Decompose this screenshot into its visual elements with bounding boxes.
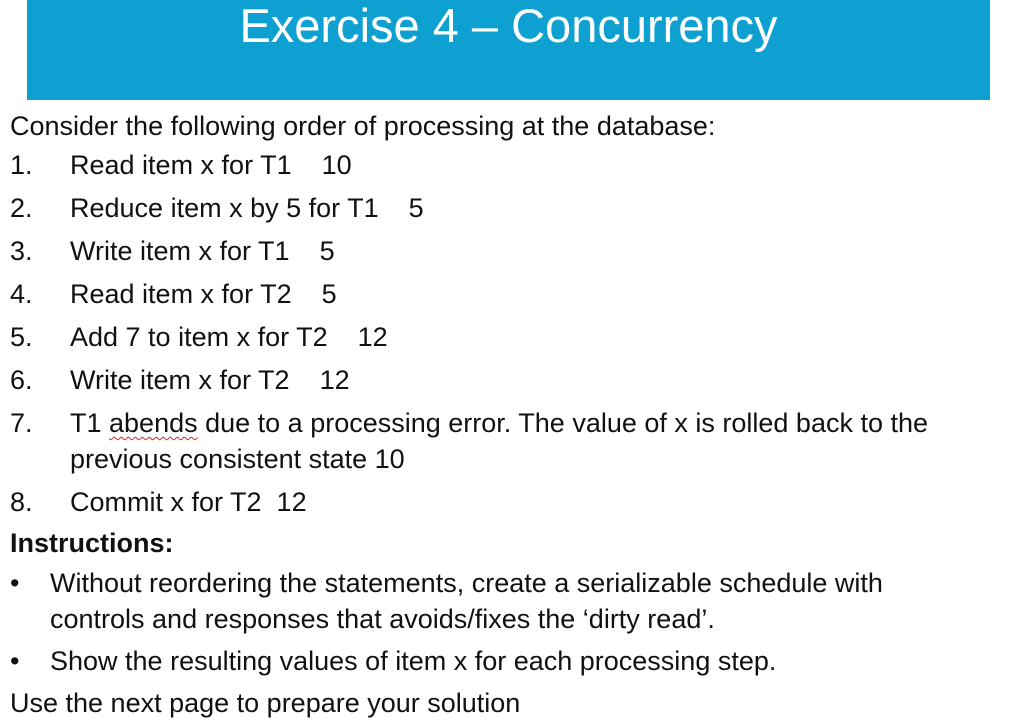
title-banner [27, 0, 990, 100]
list-item [10, 233, 1020, 269]
step-value: 12 [276, 487, 307, 517]
spellcheck-word: abends [109, 408, 198, 438]
step-number: 4. [10, 279, 33, 309]
slide-body [10, 108, 1020, 721]
step-number: 3. [10, 236, 33, 266]
step-number: 1. [10, 150, 33, 180]
step-text-continuation: previous consistent state 10 [70, 444, 405, 474]
intro-text: Consider the following order of processing at the database: [10, 111, 716, 141]
step-text: Add 7 to item x for T2 [70, 322, 328, 352]
list-item [10, 565, 1020, 637]
list-item [10, 484, 1020, 520]
processing-steps-list [10, 147, 1020, 520]
bullet-icon: • [10, 568, 20, 598]
step-text-start: T1 [70, 408, 110, 438]
step-text: Read item x for T1 [70, 150, 292, 180]
step-number: 5. [10, 322, 33, 352]
step-text: Commit x for T2 [70, 487, 262, 517]
step-value: 5 [321, 279, 337, 309]
instructions-list [10, 565, 1020, 679]
list-item [10, 319, 1020, 355]
step-text: Read item x for T2 [70, 279, 292, 309]
step-text: Write item x for T2 [70, 365, 290, 395]
step-number: 8. [10, 487, 33, 517]
instruction-line: Without reordering the statements, create a serializable schedule with [50, 568, 883, 598]
instruction-line: controls and responses that avoids/fixes the ‘dirty read’. [50, 604, 715, 634]
step-value: 10 [321, 150, 352, 180]
step-number: 7. [10, 408, 33, 438]
list-item [10, 643, 1020, 679]
step-text-end: due to a processing error. The value of x is rolled back to the [197, 408, 929, 438]
step-number: 6. [10, 365, 33, 395]
instructions-heading: Instructions: [10, 528, 174, 558]
list-item [10, 276, 1020, 312]
trailing-text: Use the next page to prepare your solution [10, 688, 521, 718]
step-value: 5 [319, 236, 335, 266]
bullet-icon: • [10, 646, 20, 676]
step-text: Reduce item x by 5 for T1 [70, 193, 379, 223]
step-value: 12 [357, 322, 388, 352]
instruction-line: Show the resulting values of item x for each processing step. [50, 646, 777, 676]
step-number: 2. [10, 193, 33, 223]
list-item [10, 190, 1020, 226]
list-item [10, 405, 1020, 477]
list-item [10, 147, 1020, 183]
list-item [10, 362, 1020, 398]
step-value: 12 [319, 365, 350, 395]
page-title: Exercise 4 – Concurrency [239, 0, 778, 52]
step-text: Write item x for T1 [70, 236, 290, 266]
step-value: 5 [408, 193, 424, 223]
